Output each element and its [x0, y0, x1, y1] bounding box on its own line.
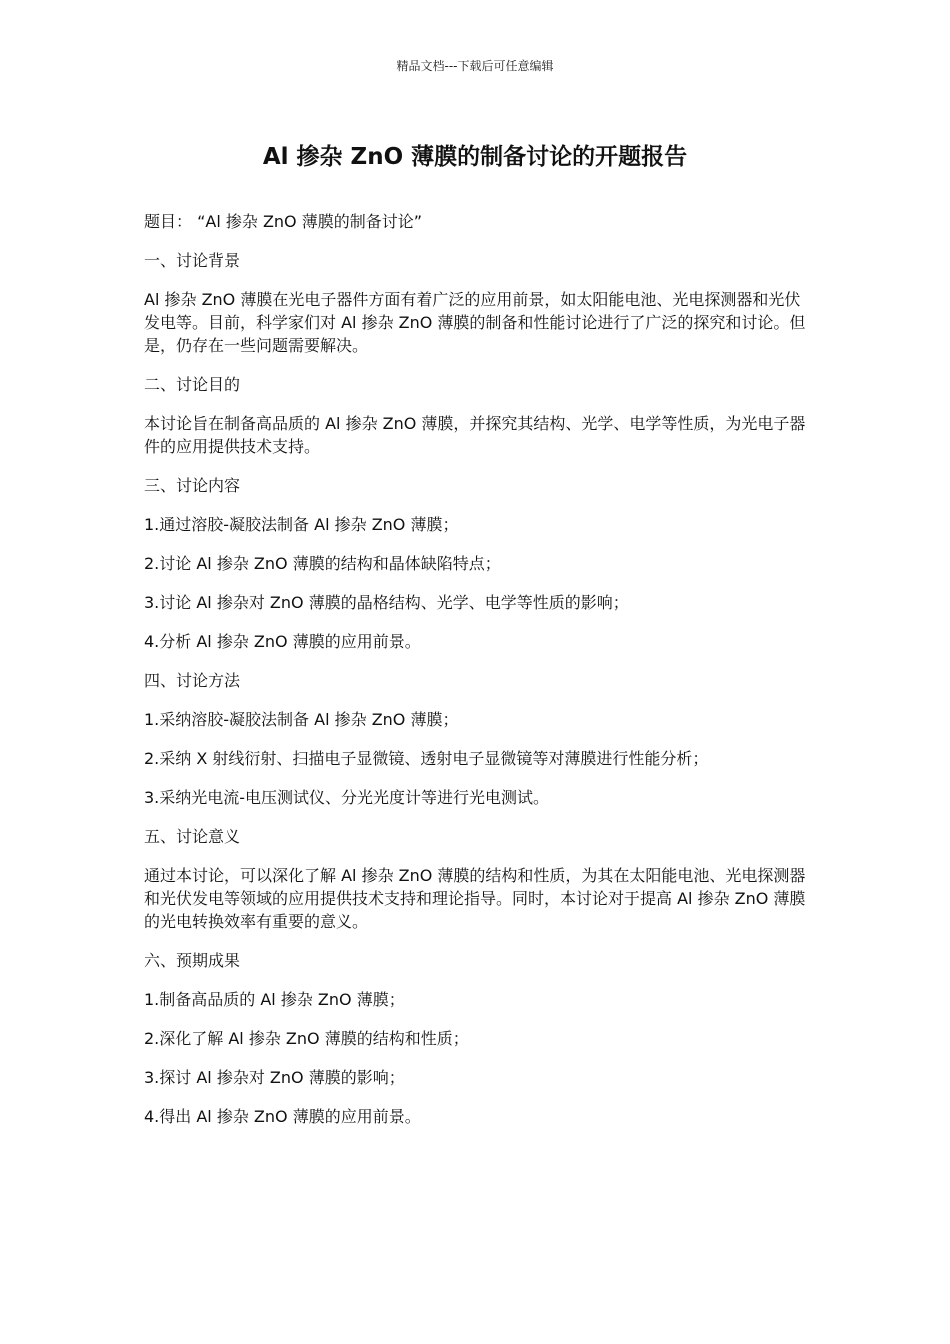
- list-item: 2.深化了解 Al 掺杂 ZnO 薄膜的结构和性质；: [144, 1029, 469, 1048]
- section-heading: 四、讨论方法: [144, 671, 241, 690]
- body-paragraph: Al 掺杂 ZnO 薄膜在光电子器件方面有着广泛的应用前景，如太阳能电池、光电探测器和光伏发电等。目前，科学家们对 Al 掺杂 ZnO 薄膜的制备和性能讨论进行了广泛的探究和讨论。但是，仍存在一些问题需要解决。: [144, 290, 806, 355]
- header-note: 精品文档---下载后可任意编辑: [396, 59, 554, 73]
- list-item: 1.采纳溶胶-凝胶法制备 Al 掺杂 ZnO 薄膜；: [144, 710, 459, 729]
- list-item: 1.制备高品质的 Al 掺杂 ZnO 薄膜；: [144, 990, 405, 1009]
- list-item: 4.分析 Al 掺杂 ZnO 薄膜的应用前景。: [144, 632, 421, 651]
- document-body: [144, 210, 809, 1144]
- list-item: 2.讨论 Al 掺杂 ZnO 薄膜的结构和晶体缺陷特点；: [144, 554, 501, 573]
- list-item: 3.讨论 Al 掺杂对 ZnO 薄膜的晶格结构、光学、电学等性质的影响；: [144, 593, 629, 612]
- list-item: 1.通过溶胶-凝胶法制备 Al 掺杂 ZnO 薄膜；: [144, 515, 459, 534]
- document-title: Al 掺杂 ZnO 薄膜的制备讨论的开题报告: [262, 144, 688, 170]
- section-heading: 五、讨论意义: [144, 827, 241, 846]
- topic-line: 题目： “Al 掺杂 ZnO 薄膜的制备讨论”: [144, 212, 423, 231]
- body-paragraph: 本讨论旨在制备高品质的 Al 掺杂 ZnO 薄膜，并探究其结构、光学、电学等性质，为光电子器件的应用提供技术支持。: [144, 414, 806, 456]
- list-item: 2.采纳 X 射线衍射、扫描电子显微镜、透射电子显微镜等对薄膜进行性能分析；: [144, 749, 709, 768]
- list-item: 4.得出 Al 掺杂 ZnO 薄膜的应用前景。: [144, 1107, 421, 1126]
- section-heading: 三、讨论内容: [144, 476, 241, 495]
- section-heading: 六、预期成果: [144, 951, 241, 970]
- list-item: 3.采纳光电流-电压测试仪、分光光度计等进行光电测试。: [144, 788, 550, 807]
- section-heading: 一、讨论背景: [144, 251, 241, 270]
- body-paragraph: 通过本讨论，可以深化了解 Al 掺杂 ZnO 薄膜的结构和性质，为其在太阳能电池、光电探测器和光伏发电等领域的应用提供技术支持和理论指导。同时，本讨论对于提高 Al 掺杂 ZnO 薄膜的光电转换效率有重要的意义。: [144, 866, 806, 931]
- section-heading: 二、讨论目的: [144, 375, 241, 394]
- list-item: 3.探讨 Al 掺杂对 ZnO 薄膜的影响；: [144, 1068, 405, 1087]
